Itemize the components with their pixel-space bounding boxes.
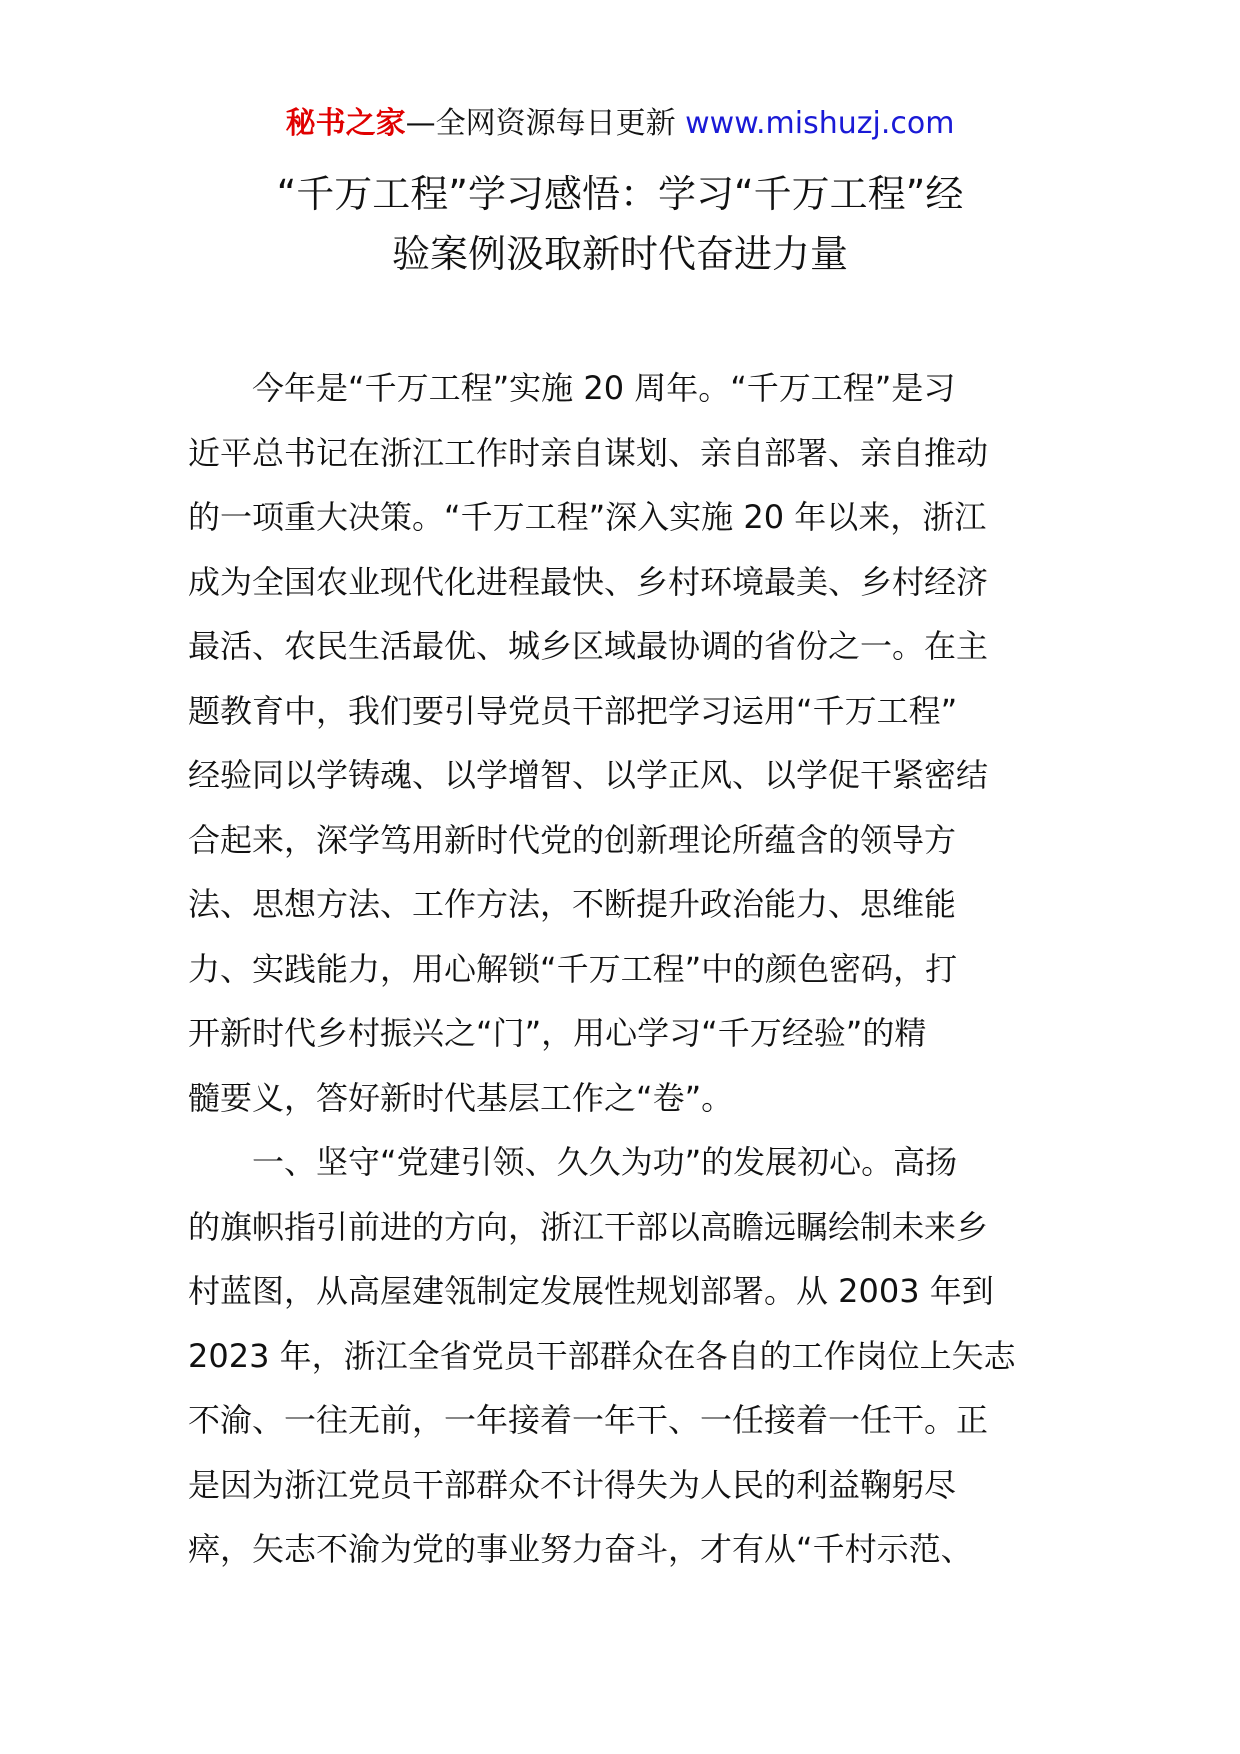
body-line: 成为全国农业现代化进程最快、乡村环境最美、乡村经济 [188,562,989,601]
body-line: 力、实践能力，用心解锁“千万工程”中的颜色密码，打 [188,949,958,988]
body-line: 最活、农民生活最优、城乡区域最协调的省份之一。在主 [188,627,989,665]
body-line: 今年是“千万工程”实施 20 周年。“千万工程”是习 [252,369,956,407]
body-line: 经验同以学铸魂、以学增智、以学正风、以学促干紧密结 [188,756,989,794]
body-line: 的一项重大决策。“千万工程”深入实施 20 年以来，浙江 [188,498,987,536]
body-line: 合起来，深学笃用新时代党的创新理论所蕴含的领导方 [188,820,957,859]
body-line: 一、坚守“党建引领、久久为功”的发展初心。高扬 [252,1143,958,1181]
document-title [180,164,1060,284]
title-line-2: 验案例汲取新时代奋进力量 [391,232,848,276]
title-line-1: “千万工程”学习感悟：学习“千万工程”经 [276,172,964,216]
body-line: 开新时代乡村振兴之“门”，用心学习“千万经验”的精 [188,1014,927,1052]
body-line: 不渝、一往无前，一年接着一年干、一任接着一任干。正 [188,1401,989,1439]
body-line: 近平总书记在浙江工作时亲自谋划、亲自部署、亲自推动 [188,433,989,472]
body-line: 2023 年，浙江全省党员干部群众在各自的工作岗位上矢志 [188,1336,1016,1375]
body-line: 是因为浙江党员干部群众不计得失为人民的利益鞠躬尽 [188,1465,957,1504]
site-header [0,100,1240,148]
body-line: 瘁，矢志不渝为党的事业努力奋斗，才有从“千村示范、 [188,1530,973,1568]
body-line: 法、思想方法、工作方法，不断提升政治能力、思维能 [188,885,957,923]
body-line: 题教育中，我们要引导党员干部把学习运用“千万工程” [188,691,958,730]
body-line: 髓要义，答好新时代基层工作之“卷”。 [188,1078,734,1117]
site-url-link[interactable]: www.mishuzj.com [685,106,955,141]
header-tagline: —全网资源每日更新 [405,106,686,141]
body-line: 村蓝图，从高屋建瓴制定发展性规划部署。从 2003 年到 [188,1272,994,1310]
body-line: 的旗帜指引前进的方向，浙江干部以高瞻远瞩绘制未来乡 [188,1207,989,1246]
document-body [188,356,1058,1582]
brand-name: 秘书之家 [285,106,406,141]
